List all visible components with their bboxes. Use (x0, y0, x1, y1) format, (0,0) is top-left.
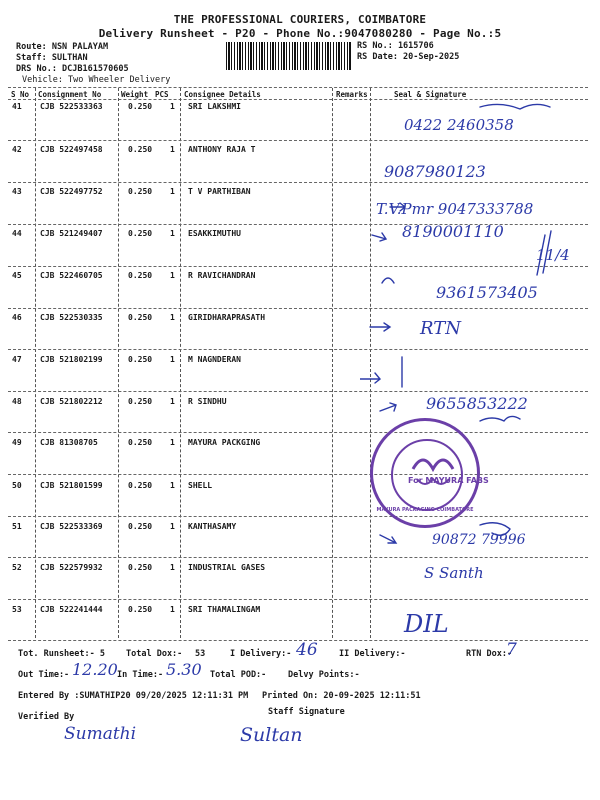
row-consignee: KANTHASAMY (188, 522, 237, 531)
row-consignment: CJB 522533363 (40, 102, 103, 111)
row-sno: 42 (12, 145, 22, 154)
row-pcs: 1 (170, 102, 175, 111)
company-title: THE PROFESSIONAL COURIERS, COIMBATORE (173, 13, 427, 26)
row-sno: 49 (12, 438, 22, 447)
handwritten-dil: DIL (404, 610, 449, 638)
row-weight: 0.250 (128, 313, 153, 322)
row-consignment: CJB 521801599 (40, 481, 103, 490)
row-sno: 45 (12, 271, 22, 280)
col-remarks: Remarks (336, 90, 368, 99)
arrow-mark (372, 233, 386, 241)
delvy-points-label: Delvy Points:- (288, 670, 360, 680)
handwritten-marks (360, 95, 590, 640)
total-pod-label: Total POD:- (210, 670, 267, 680)
col-sno: S No (11, 90, 30, 99)
row-pcs: 1 (170, 397, 175, 406)
row-pcs: 1 (170, 229, 175, 238)
row-consignee: SHELL (188, 481, 213, 490)
row-sno: 51 (12, 522, 22, 531)
row-consignment: CJB 522497752 (40, 187, 103, 196)
row-consignee: MAYURA PACKGING (188, 438, 261, 447)
row-weight: 0.250 (128, 397, 153, 406)
row-consignment: CJB 521249407 (40, 229, 103, 238)
handwritten-phone: 0422 2460358 (404, 116, 514, 134)
row-consignment: CJB 522460705 (40, 271, 103, 280)
stamp-small-text: For MAYURA FABS (408, 476, 489, 485)
handwritten-date: 11/4 (536, 246, 570, 264)
row-weight: 0.250 (128, 563, 153, 572)
row-sno: 52 (12, 563, 22, 572)
row-pcs: 1 (170, 271, 175, 280)
verified-by-label: Verified By (18, 712, 75, 722)
handwritten-signature: S Santh (424, 564, 484, 582)
handwritten-phone: 8190001110 (402, 222, 504, 241)
rs-date: RS Date: 20-Sep-2025 (357, 52, 460, 62)
i-delivery-handwritten: 46 (296, 640, 318, 660)
row-weight: 0.250 (128, 522, 153, 531)
row-pcs: 1 (170, 187, 175, 196)
col-consignee: Consignee Details (184, 90, 261, 99)
row-weight: 0.250 (128, 481, 153, 490)
arrow-mark (360, 373, 380, 383)
scribble-mark (382, 278, 394, 283)
row-weight: 0.250 (128, 229, 153, 238)
scribble-mark (480, 523, 510, 536)
row-consignee: GIRIDHARAPRASATH (188, 313, 266, 322)
handwritten-rtn: RTN (420, 318, 461, 339)
row-consignee: INDUSTRIAL GASES (188, 563, 266, 572)
header-top-rule (8, 87, 588, 88)
row-pcs: 1 (170, 355, 175, 364)
row-consignment: CJB 522497458 (40, 145, 103, 154)
rs-number: RS No.: 1615706 (357, 41, 434, 51)
scribble-mark (480, 104, 550, 109)
row-consignee: ANTHONY RAJA T (188, 145, 256, 154)
row-sno: 43 (12, 187, 22, 196)
arrow-mark (380, 403, 396, 411)
tot-runsheet: Tot. Runsheet:- 5 (18, 649, 105, 659)
row-weight: 0.250 (128, 145, 153, 154)
row-consignment: CJB 521802199 (40, 355, 103, 364)
slash-mark (537, 231, 551, 275)
row-consignment: CJB 522241444 (40, 605, 103, 614)
row-consignee: T V PARTHIBAN (188, 187, 251, 196)
row-pcs: 1 (170, 438, 175, 447)
arrow-mark (370, 323, 390, 331)
staff: Staff: SULTHAN (16, 53, 88, 63)
barcode (226, 42, 352, 70)
row-sno: 53 (12, 605, 22, 614)
row-pcs: 1 (170, 563, 175, 572)
col-weight: Weight (121, 90, 149, 99)
arrow-mark (390, 203, 405, 211)
row-pcs: 1 (170, 145, 175, 154)
drs-number: DRS No.: DCJB161570605 (16, 64, 129, 74)
rtn-handwritten: 7 (506, 640, 517, 660)
row-sno: 47 (12, 355, 22, 364)
total-dox-label: Total Dox:- (126, 649, 183, 659)
row-consignee: ESAKKIMUTHU (188, 229, 241, 238)
stamp-text: MAYURA PACKAGING COIMBATORE (376, 507, 474, 513)
handwritten-phone: 9361573405 (436, 283, 538, 302)
out-time-label: Out Time:- (18, 670, 70, 680)
arrow-mark (380, 535, 396, 543)
row-weight: 0.250 (128, 438, 153, 447)
col-seal: Seal & Signature (394, 90, 467, 99)
ii-delivery-label: II Delivery:- (339, 649, 406, 659)
row-pcs: 1 (170, 481, 175, 490)
row-pcs: 1 (170, 522, 175, 531)
row-weight: 0.250 (128, 187, 153, 196)
row-consignment: CJB 521802212 (40, 397, 103, 406)
scribble-mark (480, 416, 520, 421)
row-sno: 44 (12, 229, 22, 238)
in-time-handwritten: 5.30 (166, 660, 202, 679)
staff-signature: Sultan (240, 724, 303, 746)
row-pcs: 1 (170, 605, 175, 614)
handwritten-phone: 90872 79996 (432, 532, 526, 548)
row-sno: 50 (12, 481, 22, 490)
row-sno: 48 (12, 397, 22, 406)
verified-signature: Sumathi (64, 724, 137, 744)
row-consignee: M NAGNDERAN (188, 355, 241, 364)
row-consignment: CJB 522579932 (40, 563, 103, 572)
printed-on: Printed On: 20-09-2025 12:11:51 (262, 691, 421, 701)
row-consignment: CJB 522530335 (40, 313, 103, 322)
staff-signature-label: Staff Signature (268, 707, 345, 717)
company-stamp (370, 418, 480, 528)
out-time-handwritten: 12.20 (72, 660, 118, 679)
row-consignee: SRI THAMALINGAM (188, 605, 261, 614)
entered-by: Entered By :SUMATHIP20 09/20/2025 12:11:31 PM (18, 691, 249, 701)
row-consignee: R RAVICHANDRAN (188, 271, 256, 280)
row-sno: 41 (12, 102, 22, 111)
handwritten-phone: 9655853222 (426, 394, 528, 413)
row-consignment: CJB 81308705 (40, 438, 98, 447)
rtn-dox-label: RTN Dox:- (466, 649, 513, 659)
in-time-label: In Time:- (117, 670, 164, 680)
row-consignee: R SINDHU (188, 397, 227, 406)
handwritten-phone: 9087980123 (384, 162, 486, 181)
row-pcs: 1 (170, 313, 175, 322)
row-sno: 46 (12, 313, 22, 322)
row-weight: 0.250 (128, 355, 153, 364)
col-pcs: PCS (155, 90, 169, 99)
total-dox-value: 53 (195, 649, 206, 659)
row-consignment: CJB 522533369 (40, 522, 103, 531)
row-weight: 0.250 (128, 271, 153, 280)
vehicle: Vehicle: Two Wheeler Delivery (22, 75, 171, 85)
i-delivery-label: I Delivery:- (230, 649, 292, 659)
row-weight: 0.250 (128, 605, 153, 614)
row-weight: 0.250 (128, 102, 153, 111)
route: Route: NSN PALAYAM (16, 42, 109, 52)
handwritten-note: T.V.Pmr 9047333788 (376, 200, 534, 218)
row-consignee: SRI LAKSHMI (188, 102, 241, 111)
col-consignment: Consignment No (38, 90, 102, 99)
runsheet-subtitle: Delivery Runsheet - P20 - Phone No.:9047080280 - Page No.:5 (98, 27, 502, 40)
